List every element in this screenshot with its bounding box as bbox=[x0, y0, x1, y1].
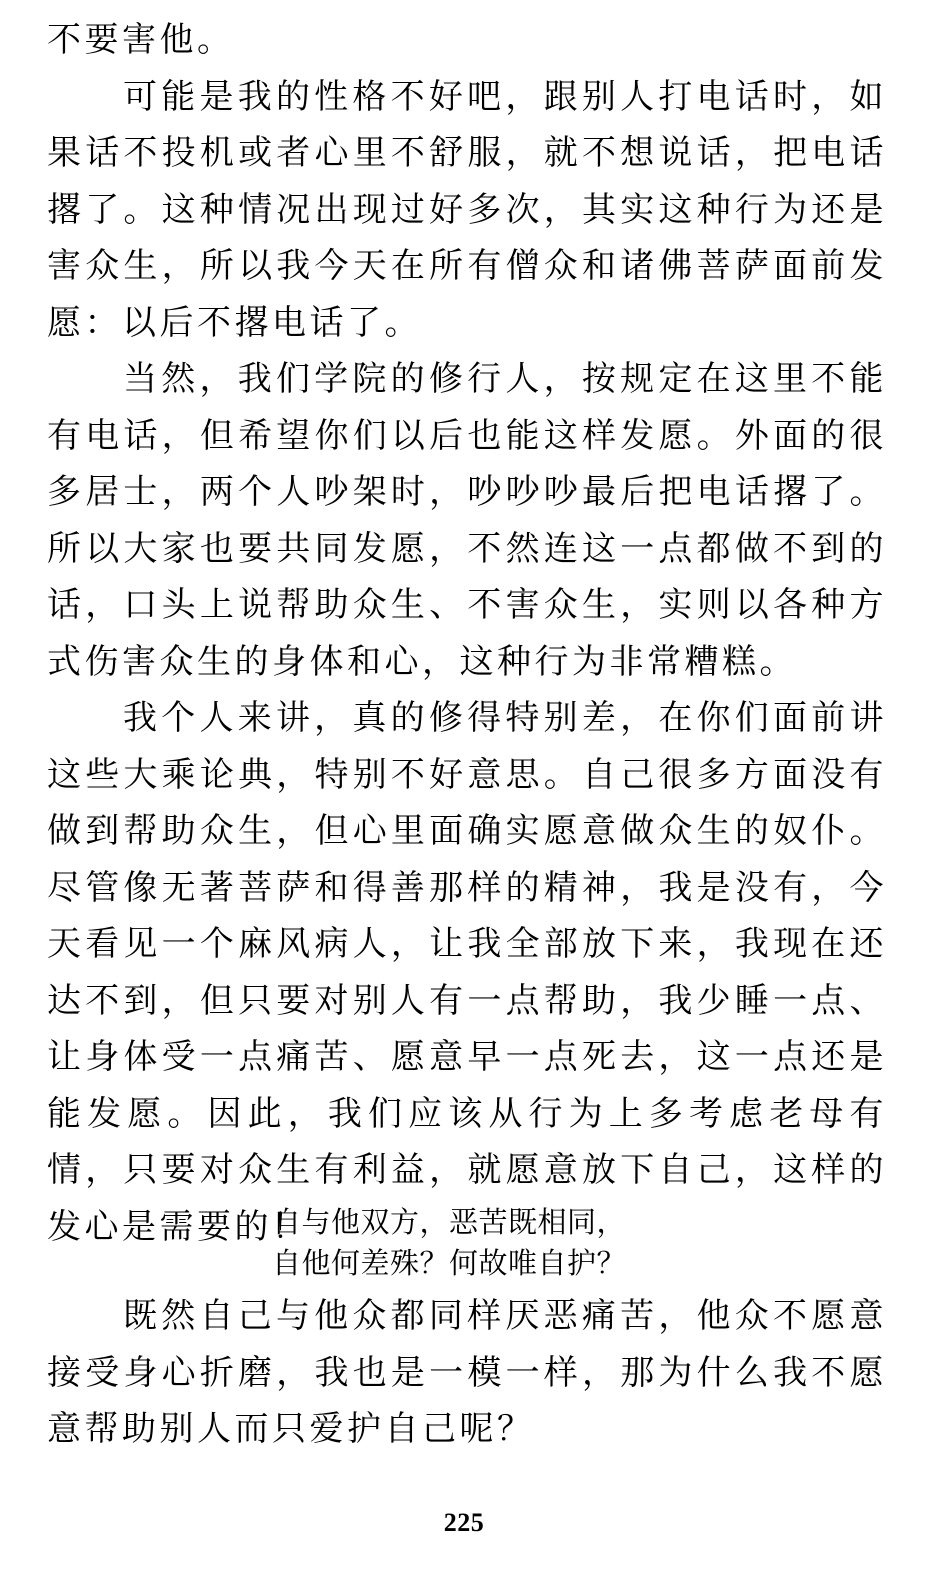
paragraph-continuation: 不要害他。 bbox=[47, 20, 235, 60]
page-number: 225 bbox=[443, 1508, 485, 1537]
verse-block bbox=[272, 1202, 752, 1284]
verse-line-2: 自他何差殊？何故唯自护？ bbox=[272, 1246, 627, 1280]
paragraph-vow: 当然，我们学院的修行人，按规定在这里不能有电话，但希望你们以后也能这样发愿。外面的很多居士，两个人吵架时，吵吵吵最后把电话撂了。所以大家也要共同发愿，不然连这一点都做不到的话，口头上说帮助众生、不害众生，实则以各种方式伤害众生的身体和心，这种行为非常糟糕。 bbox=[47, 359, 887, 682]
verse-line-1: 自与他双方，恶苦既相同， bbox=[272, 1205, 627, 1239]
main-text-block bbox=[47, 12, 887, 1255]
paragraph-commentary: 既然自己与他众都同样厌恶痛苦，他众不愿意接受身心折磨，我也是一模一样，那为什么我不愿意帮助别人而只爱护自己呢？ bbox=[47, 1296, 887, 1449]
paragraph-phone-habit: 可能是我的性格不好吧，跟别人打电话时，如果话不投机或者心里不舒服，就不想说话，把电话撂了。这种情况出现过好多次，其实这种行为还是害众生，所以我今天在所有僧众和诸佛菩萨面前发愿：以后不撂电话了。 bbox=[47, 76, 887, 343]
commentary-block bbox=[47, 1288, 887, 1458]
paragraph-personal: 我个人来讲，真的修得特别差，在你们面前讲这些大乘论典，特别不好意思。自己很多方面没有做到帮助众生，但心里面确实愿意做众生的奴仆。尽管像无著菩萨和得善那样的精神，我是没有，今天看见一个麻风病人，让我全部放下来，我现在还达不到，但只要对别人有一点帮助，我少睡一点、让身体受一点痛苦、愿意早一点死去，这一点还是能发愿。因此，我们应该从行为上多考虑老母有情，只要对众生有利益，就愿意放下自己，这样的发心是需要的！ bbox=[47, 698, 887, 1247]
